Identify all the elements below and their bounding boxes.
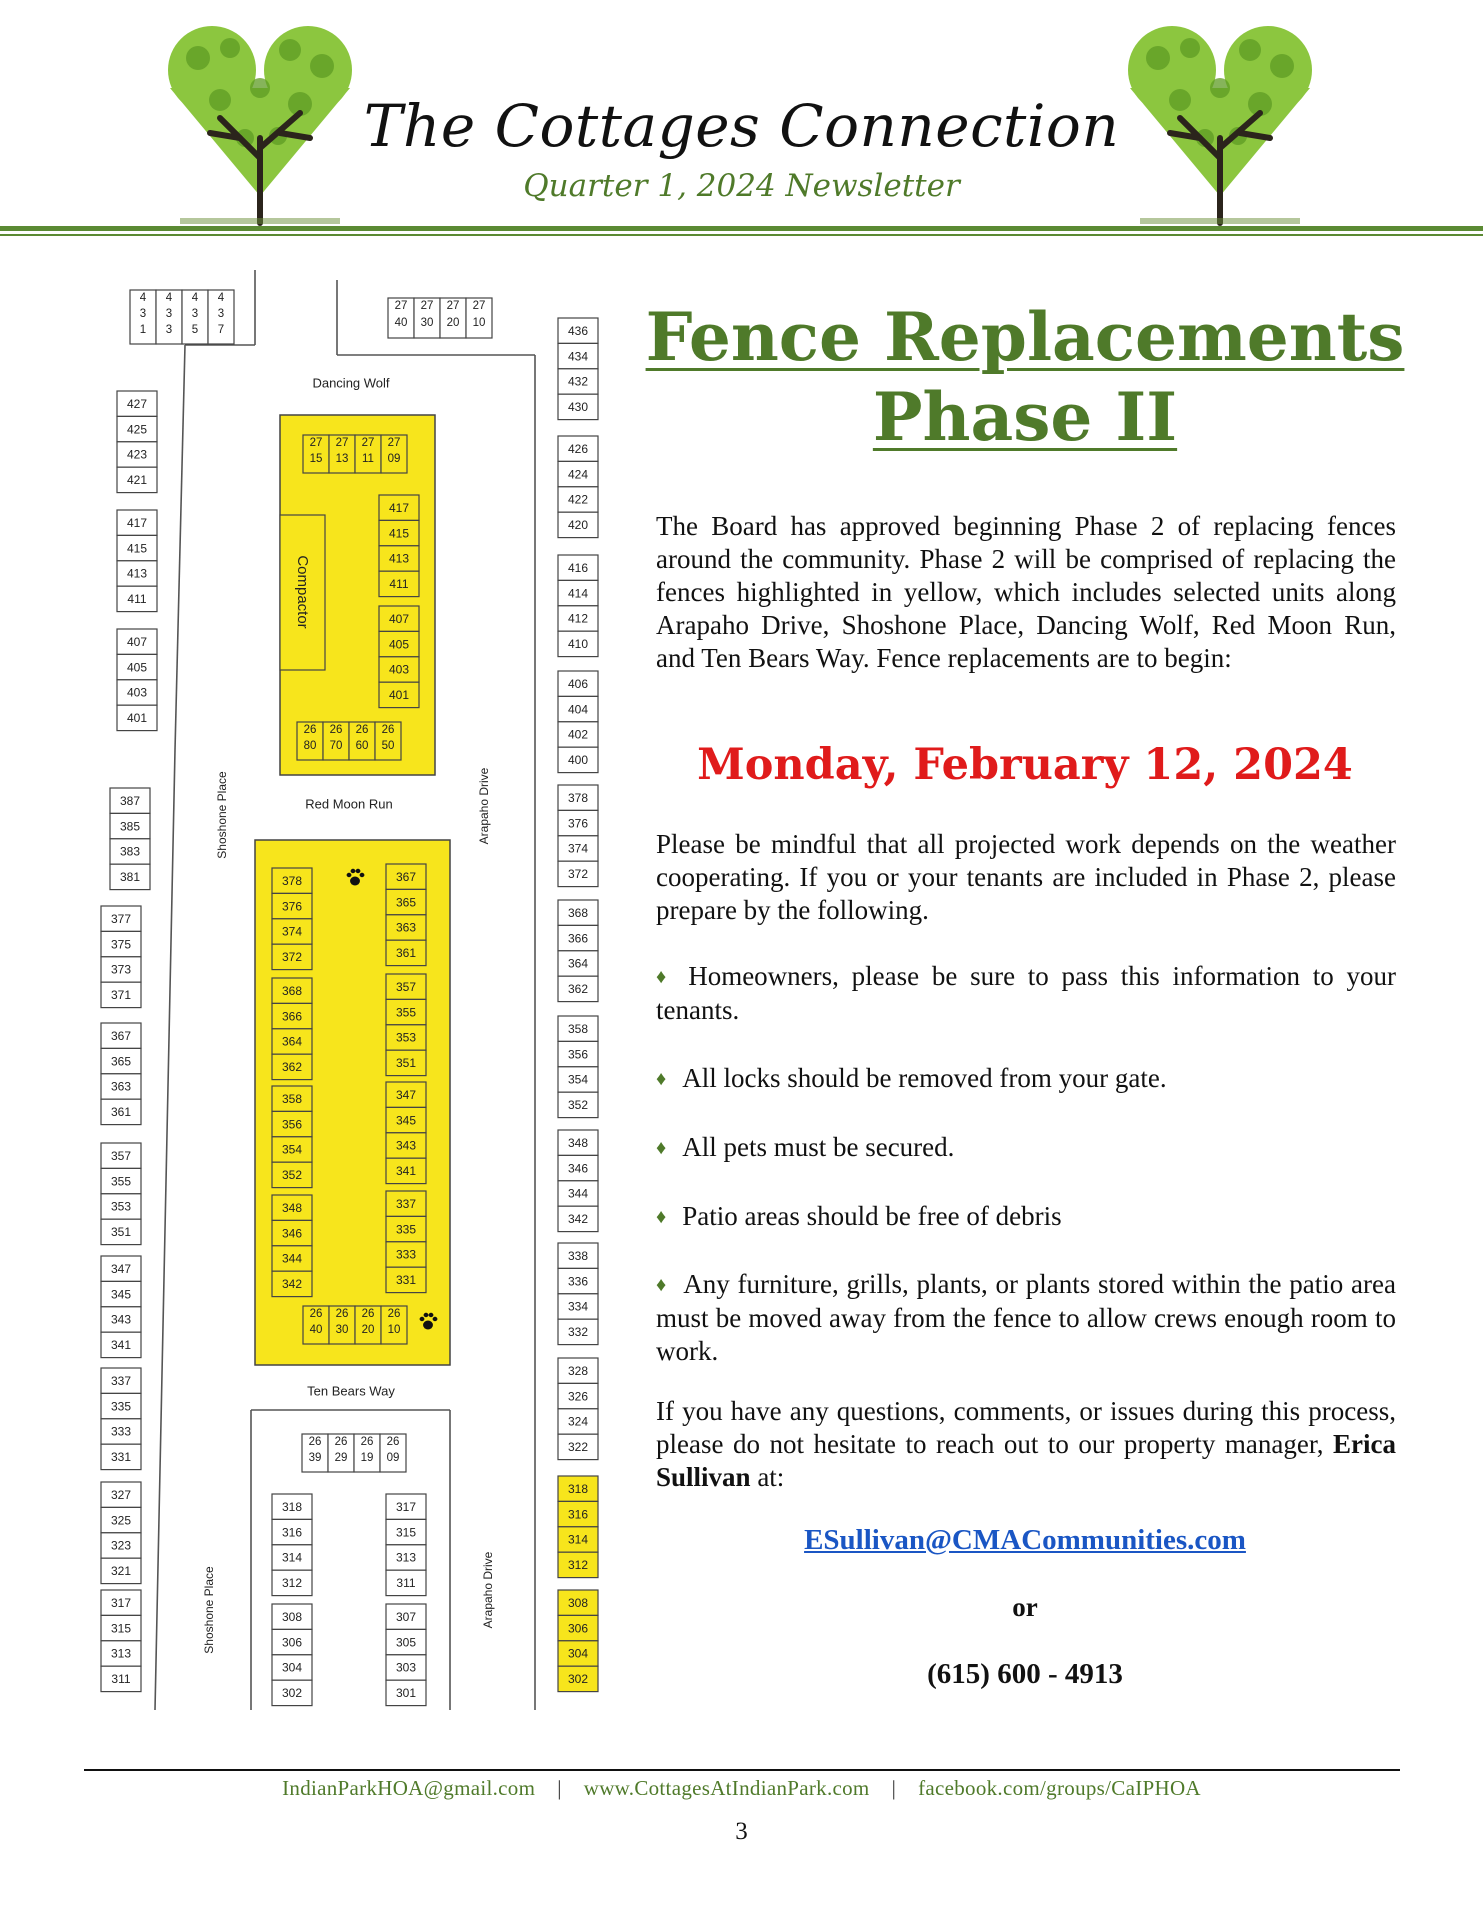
page-number: 3 <box>735 1818 748 1845</box>
unit-number: 403 <box>126 685 148 700</box>
unit-number: 313 <box>395 1550 417 1565</box>
unit-number: 383 <box>119 844 141 859</box>
unit-number: 26 <box>308 1436 322 1449</box>
unit-number: 371 <box>110 988 132 1003</box>
list-item: ♦ All pets must be secured. <box>656 1132 955 1162</box>
unit-number: 351 <box>110 1225 132 1240</box>
unit-number: 430 <box>567 400 589 415</box>
unit-number: 26 <box>360 1436 374 1449</box>
unit-number: 368 <box>567 905 589 920</box>
unit-number: 368 <box>281 983 303 998</box>
unit-number: 19 <box>360 1452 374 1465</box>
unit-number: 27 <box>420 300 434 313</box>
unit-number: 365 <box>110 1054 132 1069</box>
header-divider-thin <box>0 234 1483 236</box>
unit-number: 334 <box>567 1299 589 1314</box>
unit-number: 365 <box>395 895 417 910</box>
unit-number: 376 <box>567 816 589 831</box>
unit-number: 417 <box>388 500 410 515</box>
unit-number: 403 <box>388 662 410 677</box>
diamond-bullet-icon: ♦ <box>656 1274 668 1296</box>
unit-number: 4 <box>139 292 147 305</box>
unit-number: 318 <box>567 1481 589 1496</box>
newsletter-title: The Cottages Connection <box>363 92 1120 160</box>
unit-number: 406 <box>567 676 589 691</box>
unit-number: 423 <box>126 447 148 462</box>
unit-number: 27 <box>335 437 349 450</box>
unit-number: 40 <box>394 317 408 330</box>
street-label-dancing-wolf: Dancing Wolf <box>312 375 390 391</box>
unit-number: 436 <box>567 323 589 338</box>
unit-number: 311 <box>111 1672 131 1687</box>
unit-number: 27 <box>361 437 375 450</box>
unit-number: 414 <box>567 586 589 601</box>
unit-number: 347 <box>110 1261 132 1276</box>
unit-number: 412 <box>567 611 589 626</box>
unit-number: 3 <box>165 308 173 321</box>
unit-number: 357 <box>395 979 417 994</box>
unit-number: 354 <box>281 1142 303 1157</box>
unit-number: 335 <box>110 1399 132 1414</box>
street-label-arapaho-drive: Arapaho Drive <box>477 767 492 845</box>
unit-number: 26 <box>361 1308 375 1321</box>
unit-number: 331 <box>110 1450 132 1465</box>
unit-number: 405 <box>126 660 148 675</box>
site-map <box>95 270 615 1710</box>
article-headline: Fence Replacements <box>645 298 1405 376</box>
street-line <box>175 345 185 750</box>
unit-number: 27 <box>394 300 408 313</box>
unit-number: 313 <box>110 1646 132 1661</box>
unit-number: 353 <box>395 1030 417 1045</box>
street-label-red-moon-run: Red Moon Run <box>305 796 393 812</box>
unit-number: 377 <box>110 911 132 926</box>
unit-number: 20 <box>446 317 460 330</box>
street-label-ten-bears-way: Ten Bears Way <box>307 1383 395 1399</box>
diamond-bullet-icon: ♦ <box>656 1068 667 1090</box>
unit-number: 374 <box>567 841 589 856</box>
unit-number: 335 <box>395 1222 417 1237</box>
unit-number: 367 <box>395 869 417 884</box>
street-line <box>155 750 175 1710</box>
unit-number: 345 <box>110 1287 132 1302</box>
street-label-shoshone-place: Shoshone Place <box>202 1566 217 1654</box>
start-date: Monday, February 12, 2024 <box>697 740 1353 790</box>
unit-number: 361 <box>110 1105 132 1120</box>
unit-number: 308 <box>281 1609 303 1624</box>
unit-number: 364 <box>281 1034 303 1049</box>
unit-number: 50 <box>381 740 395 753</box>
unit-number: 3 <box>165 324 173 337</box>
list-item: ♦ Homeowners, please be sure to pass this information to your tenants. <box>656 961 1396 1025</box>
unit-number: 426 <box>567 441 589 456</box>
unit-number: 316 <box>567 1507 589 1522</box>
list-item: ♦ Any furniture, grills, plants, or plants stored within the patio area must be moved away from the fence to allow crews enough room to work. <box>656 1269 1396 1366</box>
unit-number: 311 <box>396 1576 416 1591</box>
unit-number: 374 <box>281 924 303 939</box>
footer-divider <box>84 1769 1400 1771</box>
unit-number: 304 <box>281 1660 303 1675</box>
unit-number: 344 <box>281 1251 303 1266</box>
unit-number: 342 <box>567 1212 589 1227</box>
unit-number: 09 <box>386 1452 400 1465</box>
unit-number: 70 <box>329 740 343 753</box>
unit-number: 348 <box>281 1200 303 1215</box>
unit-number: 327 <box>110 1487 132 1502</box>
unit-number: 303 <box>395 1660 417 1675</box>
unit-number: 341 <box>395 1164 417 1179</box>
unit-number: 27 <box>446 300 460 313</box>
unit-number: 39 <box>308 1452 322 1465</box>
manager-name: Erica Sullivan <box>656 1429 1397 1492</box>
unit-number: 362 <box>567 982 589 997</box>
unit-number: 306 <box>281 1635 303 1650</box>
unit-number: 358 <box>567 1021 589 1036</box>
unit-number: 331 <box>395 1273 417 1288</box>
or-separator: or <box>1012 1592 1038 1622</box>
unit-number: 15 <box>309 453 323 466</box>
unit-number: 355 <box>395 1005 417 1020</box>
unit-number: 304 <box>567 1646 589 1661</box>
unit-number: 344 <box>567 1186 589 1201</box>
unit-number: 346 <box>281 1226 303 1241</box>
unit-number: 358 <box>281 1091 303 1106</box>
unit-number: 325 <box>110 1513 132 1528</box>
unit-number: 322 <box>567 1440 589 1455</box>
unit-number: 420 <box>567 518 589 533</box>
unit-number: 3 <box>191 308 199 321</box>
unit-number: 312 <box>567 1558 589 1573</box>
unit-number: 324 <box>567 1414 589 1429</box>
manager-email-link[interactable]: ESullivan@CMACommunities.com <box>804 1524 1246 1556</box>
unit-number: 345 <box>395 1113 417 1128</box>
unit-number: 26 <box>309 1308 323 1321</box>
unit-number: 29 <box>334 1452 348 1465</box>
unit-number: 316 <box>281 1525 303 1540</box>
unit-number: 343 <box>110 1312 132 1327</box>
unit-number: 352 <box>567 1098 589 1113</box>
intro-paragraph: The Board has approved beginning Phase 2 of replacing fences around the community. Phase 2 will be comprised of replacing the fences highlighted in yellow, which includes selected units along Arapaho Drive, Shoshone Place, Dancing Wolf, Red Moon Run, and Ten Bears Way. Fence replacements are to begin: <box>656 511 1396 673</box>
unit-number: 337 <box>110 1373 132 1388</box>
unit-number: 355 <box>110 1174 132 1189</box>
unit-number: 376 <box>281 899 303 914</box>
compactor-label: Compactor <box>294 555 312 629</box>
unit-number: 5 <box>191 324 199 337</box>
unit-number: 342 <box>281 1277 303 1292</box>
unit-number: 378 <box>567 790 589 805</box>
footer-facebook-link[interactable]: facebook.com/groups/CaIPHOA <box>918 1776 1201 1800</box>
unit-number: 415 <box>388 526 410 541</box>
unit-number: 3 <box>139 308 147 321</box>
diamond-bullet-icon: ♦ <box>656 966 673 988</box>
unit-number: 347 <box>395 1087 417 1102</box>
unit-number: 357 <box>110 1148 132 1163</box>
unit-number: 307 <box>395 1609 417 1624</box>
unit-number: 333 <box>395 1247 417 1262</box>
unit-number: 26 <box>381 724 395 737</box>
unit-number: 362 <box>281 1060 303 1075</box>
unit-number: 27 <box>309 437 323 450</box>
unit-number: 26 <box>335 1308 349 1321</box>
unit-number: 351 <box>395 1056 417 1071</box>
unit-number: 363 <box>395 920 417 935</box>
unit-number: 40 <box>309 1324 323 1337</box>
unit-number: 348 <box>567 1135 589 1150</box>
unit-number: 321 <box>110 1564 132 1579</box>
unit-number: 4 <box>191 292 199 305</box>
contact-paragraph: If you have any questions, comments, or issues during this process, please do not hesitate to reach out to our property manager, Erica Sullivan at: <box>656 1396 1397 1492</box>
unit-number: 341 <box>110 1338 132 1353</box>
unit-number: 375 <box>110 937 132 952</box>
unit-number: 411 <box>127 592 147 607</box>
unit-number: 364 <box>567 956 589 971</box>
unit-number: 411 <box>389 577 409 592</box>
unit-number: 336 <box>567 1274 589 1289</box>
list-item: ♦ All locks should be removed from your gate. <box>656 1063 1167 1093</box>
diamond-bullet-icon: ♦ <box>656 1206 667 1228</box>
unit-number: 312 <box>281 1576 303 1591</box>
unit-number: 404 <box>567 702 589 717</box>
header-divider <box>0 226 1483 231</box>
unit-number: 27 <box>472 300 486 313</box>
unit-number: 7 <box>217 324 225 337</box>
unit-number: 26 <box>387 1308 401 1321</box>
unit-number: 1 <box>139 324 147 337</box>
unit-number: 356 <box>567 1047 589 1062</box>
unit-number: 60 <box>355 740 369 753</box>
unit-number: 407 <box>126 634 148 649</box>
unit-number: 27 <box>387 437 401 450</box>
unit-number: 410 <box>567 637 589 652</box>
unit-number: 302 <box>281 1686 303 1701</box>
unit-number: 400 <box>567 753 589 768</box>
unit-number: 317 <box>110 1595 132 1610</box>
unit-number: 401 <box>388 688 410 703</box>
footer-email-link[interactable]: IndianParkHOA@gmail.com <box>282 1776 536 1800</box>
unit-number: 301 <box>395 1686 417 1701</box>
unit-number: 305 <box>395 1635 417 1650</box>
unit-number: 315 <box>110 1621 132 1636</box>
unit-number: 422 <box>567 492 589 507</box>
list-item: ♦ Patio areas should be free of debris <box>656 1201 1062 1231</box>
unit-number: 417 <box>126 515 148 530</box>
article-headline-phase: Phase II <box>872 378 1178 456</box>
unit-number: 337 <box>395 1196 417 1211</box>
unit-number: 405 <box>388 637 410 652</box>
unit-number: 421 <box>126 473 148 488</box>
unit-number: 402 <box>567 727 589 742</box>
unit-number: 26 <box>329 724 343 737</box>
unit-number: 366 <box>567 931 589 946</box>
unit-number: 353 <box>110 1199 132 1214</box>
unit-number: 416 <box>567 560 589 575</box>
footer-website-link[interactable]: www.CottagesAtIndianPark.com <box>583 1776 870 1800</box>
unit-number: 366 <box>281 1009 303 1024</box>
unit-number: 30 <box>335 1324 349 1337</box>
unit-number: 343 <box>395 1138 417 1153</box>
unit-number: 424 <box>567 467 589 482</box>
unit-number: 332 <box>567 1325 589 1340</box>
unit-number: 13 <box>335 453 349 466</box>
unit-number: 378 <box>281 873 303 888</box>
unit-number: 4 <box>165 292 173 305</box>
manager-phone: (615) 600 - 4913 <box>927 1658 1123 1690</box>
unit-number: 352 <box>281 1168 303 1183</box>
unit-number: 413 <box>126 566 148 581</box>
unit-number: 373 <box>110 962 132 977</box>
unit-number: 372 <box>567 867 589 882</box>
unit-number: 315 <box>395 1525 417 1540</box>
unit-number: 381 <box>119 870 141 885</box>
unit-number: 20 <box>361 1324 375 1337</box>
unit-number: 425 <box>126 422 148 437</box>
unit-number: 11 <box>362 453 374 466</box>
diamond-bullet-icon: ♦ <box>656 1137 667 1159</box>
unit-number: 361 <box>395 946 417 961</box>
unit-number: 346 <box>567 1161 589 1176</box>
unit-number: 432 <box>567 374 589 389</box>
unit-number: 26 <box>355 724 369 737</box>
unit-number: 318 <box>281 1499 303 1514</box>
street-label-arapaho-drive: Arapaho Drive <box>481 1551 496 1629</box>
unit-number: 338 <box>567 1248 589 1263</box>
unit-number: 354 <box>567 1072 589 1087</box>
unit-number: 328 <box>567 1363 589 1378</box>
unit-number: 26 <box>334 1436 348 1449</box>
unit-number: 367 <box>110 1028 132 1043</box>
unit-number: 3 <box>217 308 225 321</box>
unit-number: 387 <box>119 793 141 808</box>
newsletter-subtitle: Quarter 1, 2024 Newsletter <box>523 168 960 204</box>
footer-contacts: IndianParkHOA@gmail.com | www.CottagesAtIndianPark.com | facebook.com/groups/CaIPHOA <box>282 1776 1201 1800</box>
unit-number: 314 <box>281 1550 303 1565</box>
unit-number: 26 <box>303 724 317 737</box>
unit-number: 356 <box>281 1117 303 1132</box>
unit-number: 385 <box>119 819 141 834</box>
unit-number: 415 <box>126 541 148 556</box>
unit-number: 80 <box>303 740 317 753</box>
unit-number: 10 <box>387 1324 401 1337</box>
unit-number: 10 <box>472 317 486 330</box>
unit-number: 4 <box>217 292 225 305</box>
unit-number: 09 <box>387 453 401 466</box>
unit-number: 323 <box>110 1538 132 1553</box>
unit-number: 306 <box>567 1621 589 1636</box>
unit-number: 308 <box>567 1595 589 1610</box>
mindful-paragraph: Please be mindful that all projected work depends on the weather cooperating. If you or your tenants are included in Phase 2, please prepare by the following. <box>656 829 1396 925</box>
unit-number: 317 <box>395 1499 417 1514</box>
unit-number: 26 <box>386 1436 400 1449</box>
unit-number: 333 <box>110 1424 132 1439</box>
unit-number: 326 <box>567 1389 589 1404</box>
unit-number: 30 <box>420 317 434 330</box>
unit-number: 434 <box>567 349 589 364</box>
unit-number: 427 <box>126 396 148 411</box>
unit-number: 372 <box>281 950 303 965</box>
unit-number: 302 <box>567 1672 589 1687</box>
unit-number: 413 <box>388 551 410 566</box>
street-label-shoshone-place: Shoshone Place <box>215 771 230 859</box>
unit-number: 401 <box>126 711 148 726</box>
unit-number: 407 <box>388 611 410 626</box>
unit-number: 363 <box>110 1079 132 1094</box>
unit-number: 314 <box>567 1532 589 1547</box>
